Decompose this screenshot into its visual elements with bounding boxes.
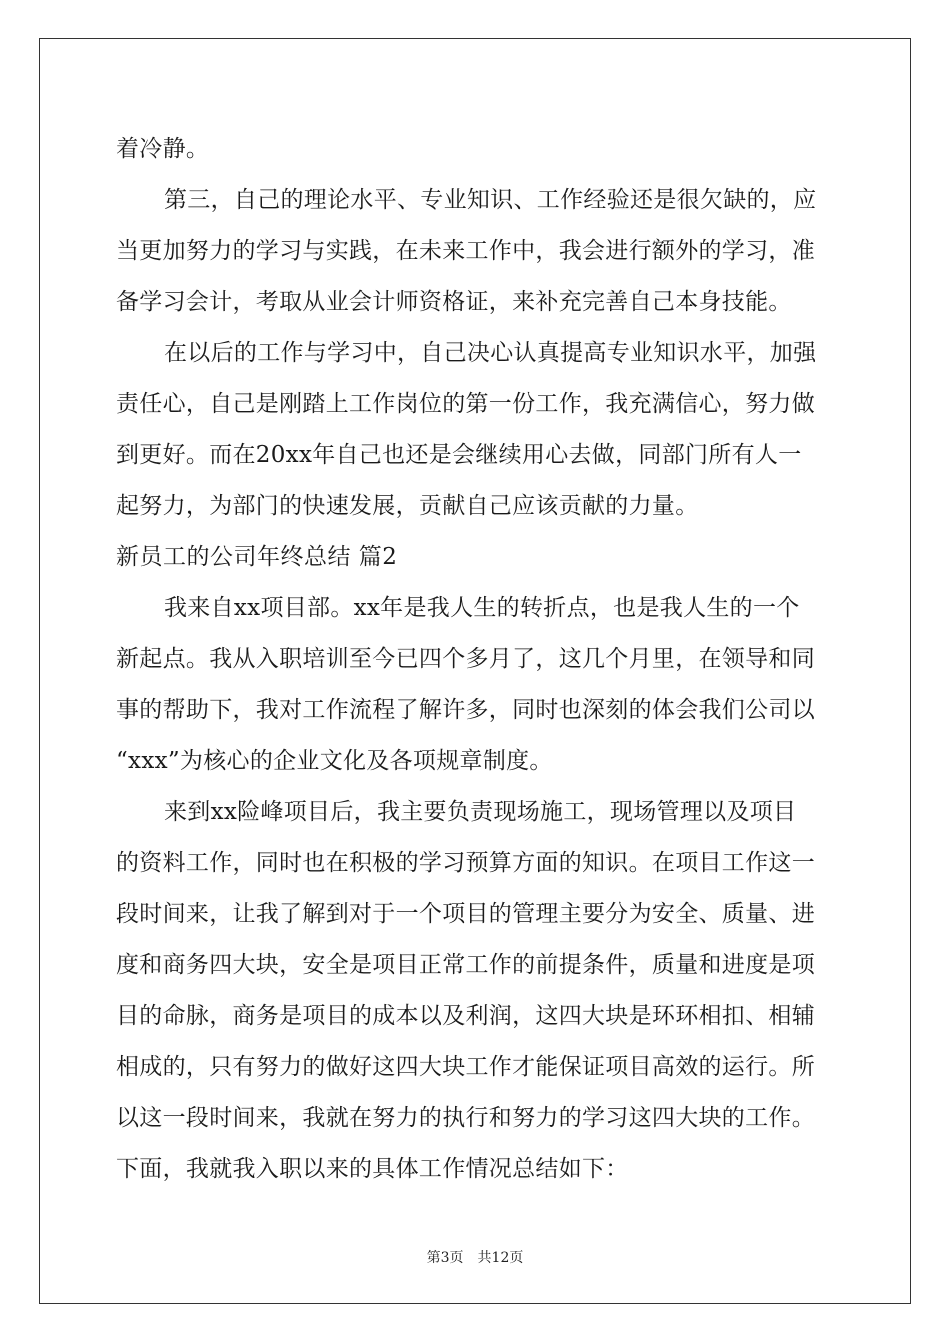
- text-line: 起努力，为部门的快速发展，贡献自己应该贡献的力量。: [116, 493, 699, 519]
- text-line: 下面，我就我入职以来的具体工作情况总结如下：: [116, 1156, 629, 1182]
- text-line: 备学习会计，考取从业会计师资格证，来补充完善自己本身技能。: [116, 289, 792, 315]
- text-line: 第三，自己的理论水平、专业知识、工作经验还是很欠缺的，应: [164, 187, 817, 213]
- text-line: 当更加努力的学习与实践，在未来工作中，我会进行额外的学习，准: [116, 238, 815, 264]
- document-body: [116, 124, 836, 1195]
- page-number-footer: 第3页 共12页: [426, 1250, 524, 1266]
- text-line: 来到xx险峰项目后，我主要负责现场施工，现场管理以及项目: [164, 799, 797, 825]
- text-line: 着冷静。: [116, 136, 210, 162]
- text-line: 新起点。我从入职培训至今已四个多月了，这几个月里，在领导和同: [116, 646, 815, 672]
- text-line: 以这一段时间来，我就在努力的执行和努力的学习这四大块的工作。: [116, 1105, 815, 1131]
- text-line: “xxx”为核心的企业文化及各项规章制度。: [116, 748, 553, 774]
- text-line: 我来自xx项目部。xx年是我人生的转折点，也是我人生的一个: [164, 595, 800, 621]
- text-line: 度和商务四大块，安全是项目正常工作的前提条件，质量和进度是项: [116, 952, 815, 978]
- text-line: 到更好。而在20xx年自己也还是会继续用心去做，同部门所有人一: [116, 442, 802, 468]
- text-line: 目的命脉，商务是项目的成本以及利润，这四大块是环环相扣、相辅: [116, 1003, 815, 1029]
- text-line: 在以后的工作与学习中，自己决心认真提高专业知识水平，加强: [164, 340, 817, 366]
- text-line: 事的帮助下，我对工作流程了解许多，同时也深刻的体会我们公司以: [116, 697, 815, 723]
- section-heading: 新员工的公司年终总结 篇2: [116, 544, 398, 570]
- text-line: 段时间来，让我了解到对于一个项目的管理主要分为安全、质量、进: [116, 901, 815, 927]
- text-line: 的资料工作，同时也在积极的学习预算方面的知识。在项目工作这一: [116, 850, 815, 876]
- text-line: 责任心，自己是刚踏上工作岗位的第一份工作，我充满信心，努力做: [116, 391, 815, 417]
- text-line: 相成的，只有努力的做好这四大块工作才能保证项目高效的运行。所: [116, 1054, 815, 1080]
